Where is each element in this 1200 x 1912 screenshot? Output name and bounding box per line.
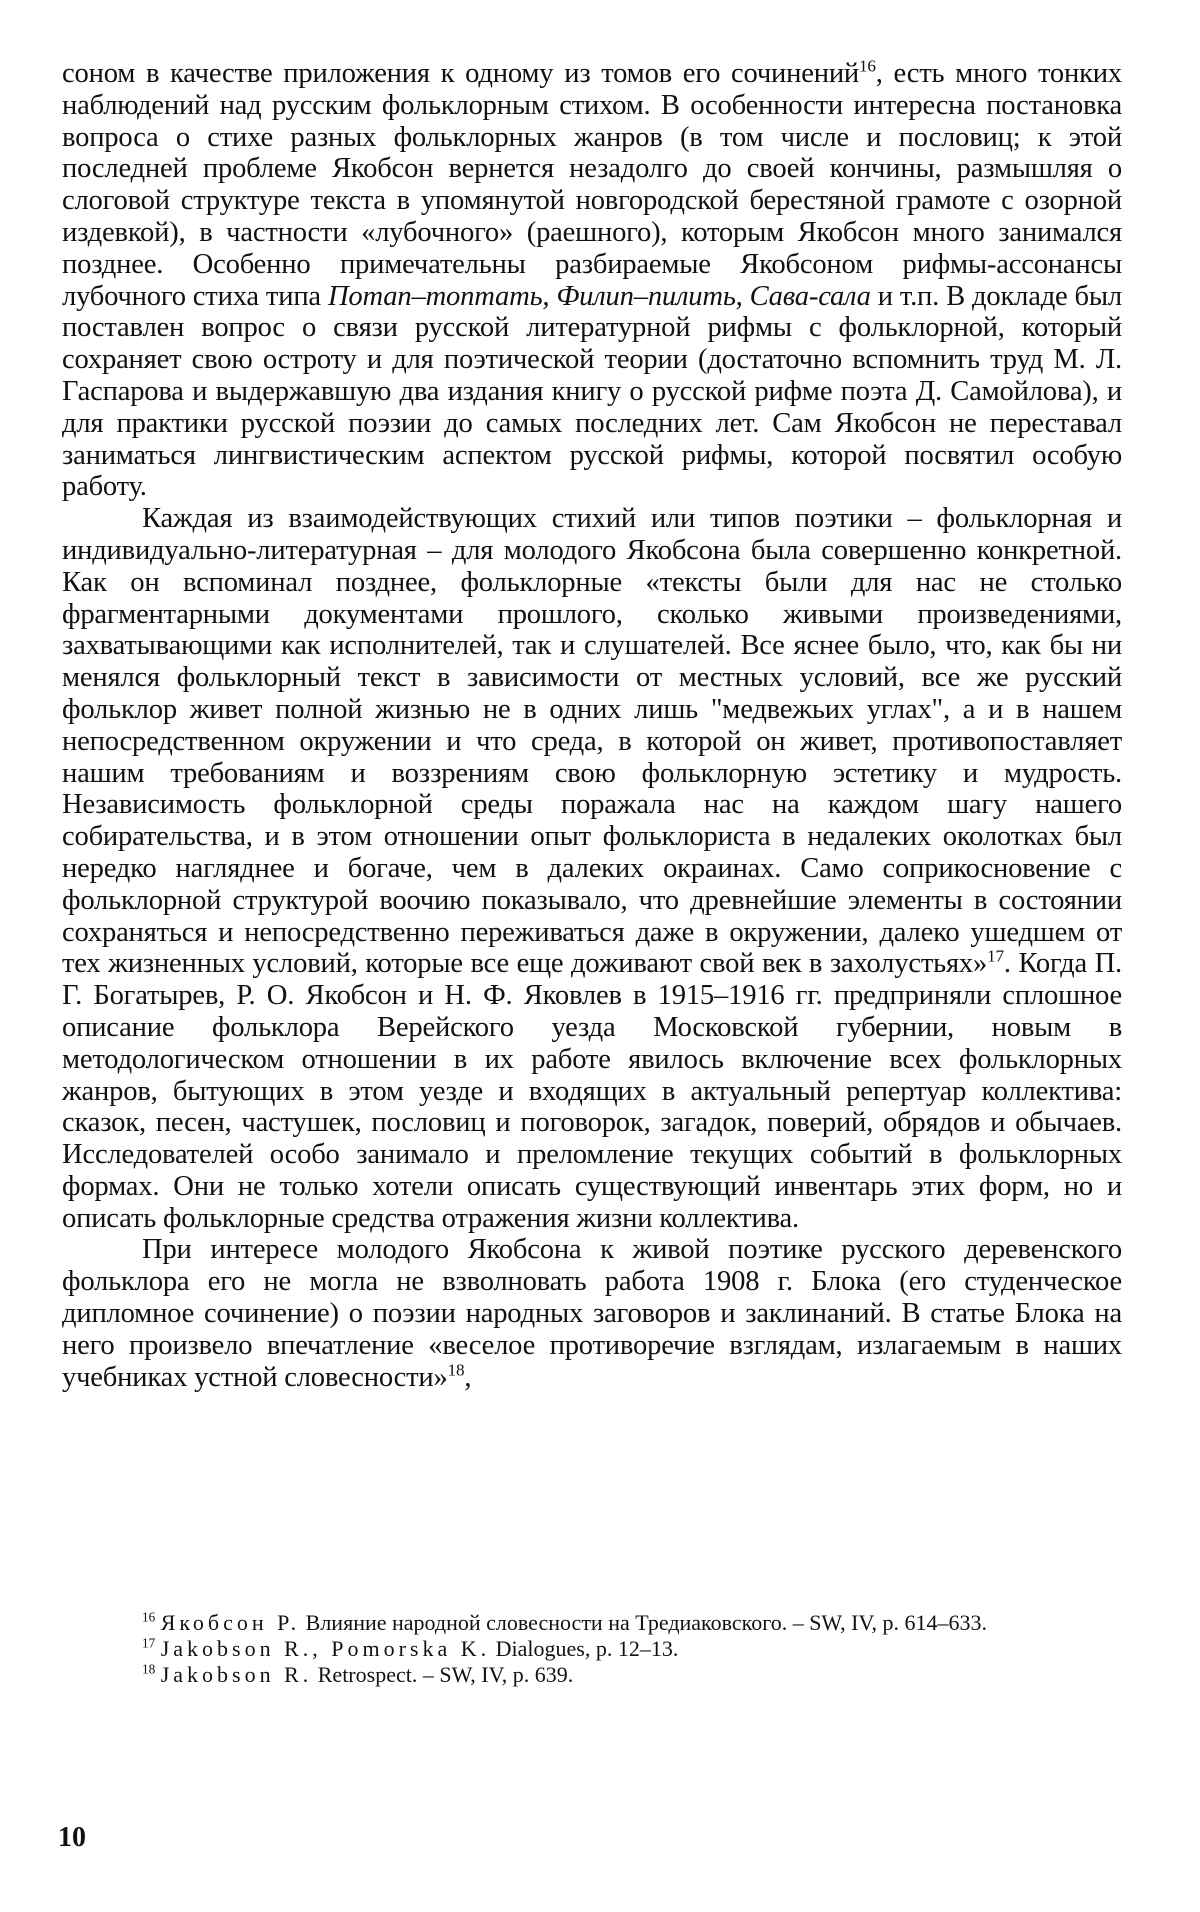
footnote-author: Jakobson R. — [160, 1662, 313, 1687]
footnote-ref: 16 — [859, 56, 876, 76]
main-text — [62, 58, 1122, 1393]
footnote — [62, 1610, 1122, 1636]
footnote-text: Retrospect. – SW, IV, p. 639. — [312, 1662, 574, 1687]
paragraph — [62, 58, 1122, 503]
footnote — [62, 1662, 1122, 1688]
footnote-text: Влияние народной словесности на Тредиаковского. – SW, IV, p. 614–633. — [300, 1610, 988, 1635]
paragraph — [62, 503, 1122, 1234]
text-segment: При интересе молодого Якобсона к живой поэтике русского деревенского фольклора его не могла не взволновать работа 1908 г. Блока (его студенческое дипломное сочинение) о поэзии народных заговоров и заклинаний. В статье Блока на него произвело впечатление «веселое противоречие взглядам, излагаемым в наших учебниках устной словесности» — [62, 1234, 1122, 1393]
text-segment: и т.п. В докладе был поставлен вопрос о связи русской литературной рифмы с фольклорной, который сохраняет свою остроту и для поэтической теории (достаточно вспомнить труд М. Л. Гаспарова и выдержавшую два издания книгу о русской рифме поэта Д. Самойлова), и для практики русской поэзии до самых последних лет. Сам Якобсон не переставал заниматься лингвистическим аспектом русской рифмы, которой посвятил особую работу. — [62, 280, 1122, 503]
text-segment: . Когда П. Г. Богатырев, Р. О. Якобсон и Н. Ф. Яковлев в 1915–1916 гг. предприняли сплошное описание фольклора Верейского уезда Московской губернии, новым в методологическом отношении в их работе явилось включение всех фольклорных жанров, бытующих в этом уезде и входящих в актуальный репертуар коллектива: сказок, песен, частушек, пословиц и поговорок, загадок, поверий, обрядов и обычаев. Исследователей особо занимало и преломление текущих событий в фольклорных формах. Они не только хотели описать существующий инвентарь этих форм, но и описать фольклорные средства отражения жизни коллектива. — [62, 948, 1122, 1234]
paragraph — [62, 1234, 1122, 1393]
footnote-number: 16 — [142, 1609, 156, 1625]
footnote-number: 17 — [142, 1635, 156, 1651]
text-segment: соном в качестве приложения к одному из томов его сочинений — [62, 58, 860, 89]
footnote — [62, 1636, 1122, 1662]
footnote-number: 18 — [142, 1661, 156, 1677]
footnote-text: Dialogues, p. 12–13. — [490, 1636, 679, 1661]
text-segment: , — [464, 1361, 472, 1393]
footnote-ref: 18 — [447, 1360, 465, 1380]
text-segment: Каждая из взаимодействующих стихий или типов поэтики – фольклорная и индивидуально-литературная – для молодого Якобсона была совершенно конкретной. Как он вспоминал позднее, фольклорные «тексты были для нас не столько фрагментарными документами прошлого, сколько живыми произведениями, захватывающими как исполнителей, так и слушателей. Все яснее было, что, как бы ни менялся фольклорный текст в зависимости от местных условий, все же русский фольклор живет полной жизнью не в одних лишь "медвежьих углах", а и в нашем непосредственном окружении и что среда, в которой он живет, противопоставляет нашим требованиям и воззрениям свою фольклорную эстетику и мудрость. Независимость фольклорной среды поражала нас на каждом шагу нашего собирательства, и в этом отношении опыт фольклориста в недалеких околотках был нередко нагляднее и богаче, чем в далеких окраинах. Само соприкосновение с фольклорной структурой воочию показывало, что древнейшие элементы в состоянии сохраняться и непосредственно переживаться даже в окружении, далеко ушедшем от тех жизненных условий, которые все еще доживают свой век в захолустьях» — [62, 503, 1122, 980]
page-number: 10 — [58, 1822, 86, 1853]
footnote-author: Jakobson R., Pomorska K. — [160, 1636, 491, 1661]
footnotes — [62, 1610, 1122, 1688]
footnote-ref: 17 — [987, 946, 1004, 966]
italic-text: Потап–топтать, Филип–пилить, Сава-сала — [327, 280, 871, 312]
text-segment: , есть много тонких наблюдений над русским фольклорным стихом. В особенности интересна постановка вопроса о стихе разных фольклорных жанров (в том числе и пословиц; к этой последней проблеме Якобсон вернется незадолго до своей кончины, размышляя о слоговой структуре текста в упомянутой новгородской берестяной грамоте с озорной издевкой), в частности «лубочного» (раешного), которым Якобсон много занимался позднее. Особенно примечательны разбираемые Якобсоном рифмы-ассонансы лубочного стиха типа — [62, 58, 1123, 312]
footnote-author: Якобсон Р. — [160, 1610, 301, 1635]
